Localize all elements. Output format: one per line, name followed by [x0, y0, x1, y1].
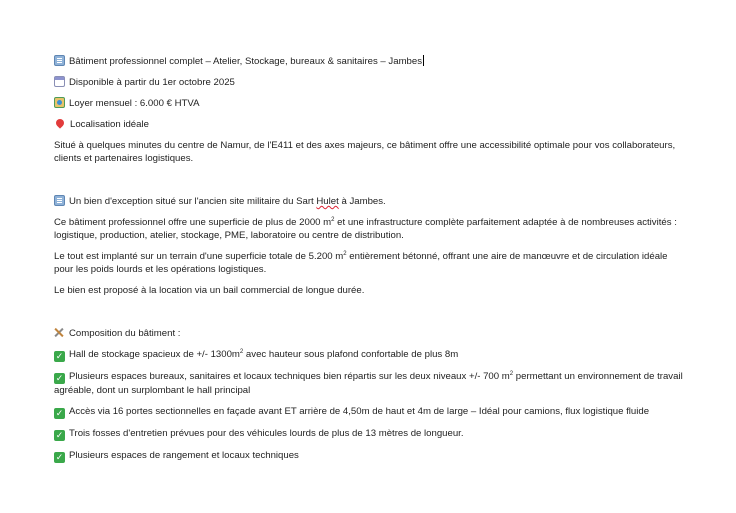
title-line — [54, 55, 686, 68]
superscript: 2 — [509, 370, 514, 377]
list-item[interactable] — [54, 405, 686, 419]
spacer — [54, 173, 686, 195]
list-item[interactable] — [54, 348, 686, 362]
exception-heading-pre[interactable]: Un bien d'exception situé sur l'ancien site militaire du Sart — [69, 196, 317, 207]
item-text: Plusieurs espaces de rangement et locaux techniques — [69, 450, 299, 461]
surface-text-pre: Ce bâtiment professionnel offre une superficie de plus de 2000 m — [54, 217, 332, 228]
text-cursor — [423, 55, 424, 66]
composition-heading[interactable]: Composition du bâtiment : — [69, 328, 181, 339]
check-mark-icon: ✓ — [55, 452, 64, 462]
item-text: Trois fosses d'entretien prévues pour des véhicules lourds de plus de 13 mètres de longueur. — [69, 428, 464, 439]
office-building-icon — [54, 55, 65, 66]
calendar-icon — [54, 76, 65, 87]
list-item[interactable] — [54, 370, 686, 397]
exception-heading-line — [54, 195, 686, 208]
check-mark-icon: ✓ — [55, 351, 64, 361]
location-paragraph[interactable]: Situé à quelques minutes du centre de Namur, de l'E411 et des axes majeurs, ce bâtiment offre une accessibilité optimale pour vos collaborateurs, clients et partenaires logistiques. — [54, 140, 676, 164]
lease-paragraph[interactable]: Le bien est proposé à la location via un bail commercial de longue durée. — [54, 285, 365, 296]
surface-paragraph[interactable] — [54, 216, 686, 242]
availability-text[interactable]: Disponible à partir du 1er octobre 2025 — [69, 77, 235, 88]
misspelled-word[interactable]: Hulet — [316, 196, 339, 207]
money-icon — [54, 97, 65, 108]
terrain-text-post: entièrement bétonné, offrant une aire de manœuvre et de circulation idéale pour les poids lourds et les opérations logistiques. — [54, 251, 668, 275]
check-mark-icon: ✓ — [55, 408, 64, 418]
check-mark-icon: ✓ — [55, 430, 64, 440]
item-text-post: avec hauteur sous plafond confortable de plus 8m — [243, 349, 459, 360]
location-heading[interactable]: Localisation idéale — [70, 119, 149, 130]
check-mark-icon: ✓ — [55, 373, 64, 383]
exception-heading-post[interactable]: à Jambes. — [338, 196, 386, 207]
superscript: 2 — [239, 348, 244, 355]
rent-line — [54, 97, 686, 110]
item-text-pre: Hall de stockage spacieux de +/- 1300m — [69, 349, 240, 360]
tools-icon — [54, 327, 65, 338]
terrain-text-pre: Le tout est implanté sur un terrain d'une superficie totale de 5.200 m — [54, 251, 344, 262]
spacer — [54, 305, 686, 327]
item-text-post: permettant un environnement de travail agréable, dont un surplombant le hall principal — [54, 371, 683, 396]
superscript: 2 — [331, 216, 335, 223]
composition-heading-line — [54, 327, 686, 340]
item-text: Accès via 16 portes sectionnelles en façade avant ET arrière de 4,50m de haut et 4m de large – Idéal pour camions, flux logistique fluide — [69, 406, 650, 417]
list-item[interactable] — [54, 427, 686, 441]
office-building-icon — [54, 195, 65, 206]
availability-line — [54, 76, 686, 89]
document-title[interactable]: Bâtiment professionnel complet – Atelier, Stockage, bureaux & sanitaires – Jambes — [69, 56, 423, 67]
superscript: 2 — [343, 250, 347, 257]
rent-text[interactable]: Loyer mensuel : 6.000 € HTVA — [69, 98, 200, 109]
surface-text-post: et une infrastructure complète parfaitement adaptée à de nombreuses activités : logistique, production, atelier, stockage, PME, laboratoire ou centre de distribution. — [54, 217, 677, 241]
location-heading-line — [54, 118, 686, 131]
item-text-pre: Plusieurs espaces bureaux, sanitaires et locaux techniques bien répartis sur les deux niveaux +/- 700 m — [69, 371, 510, 382]
terrain-paragraph[interactable] — [54, 250, 686, 276]
list-item[interactable] — [54, 449, 686, 463]
pin-icon — [54, 117, 65, 128]
